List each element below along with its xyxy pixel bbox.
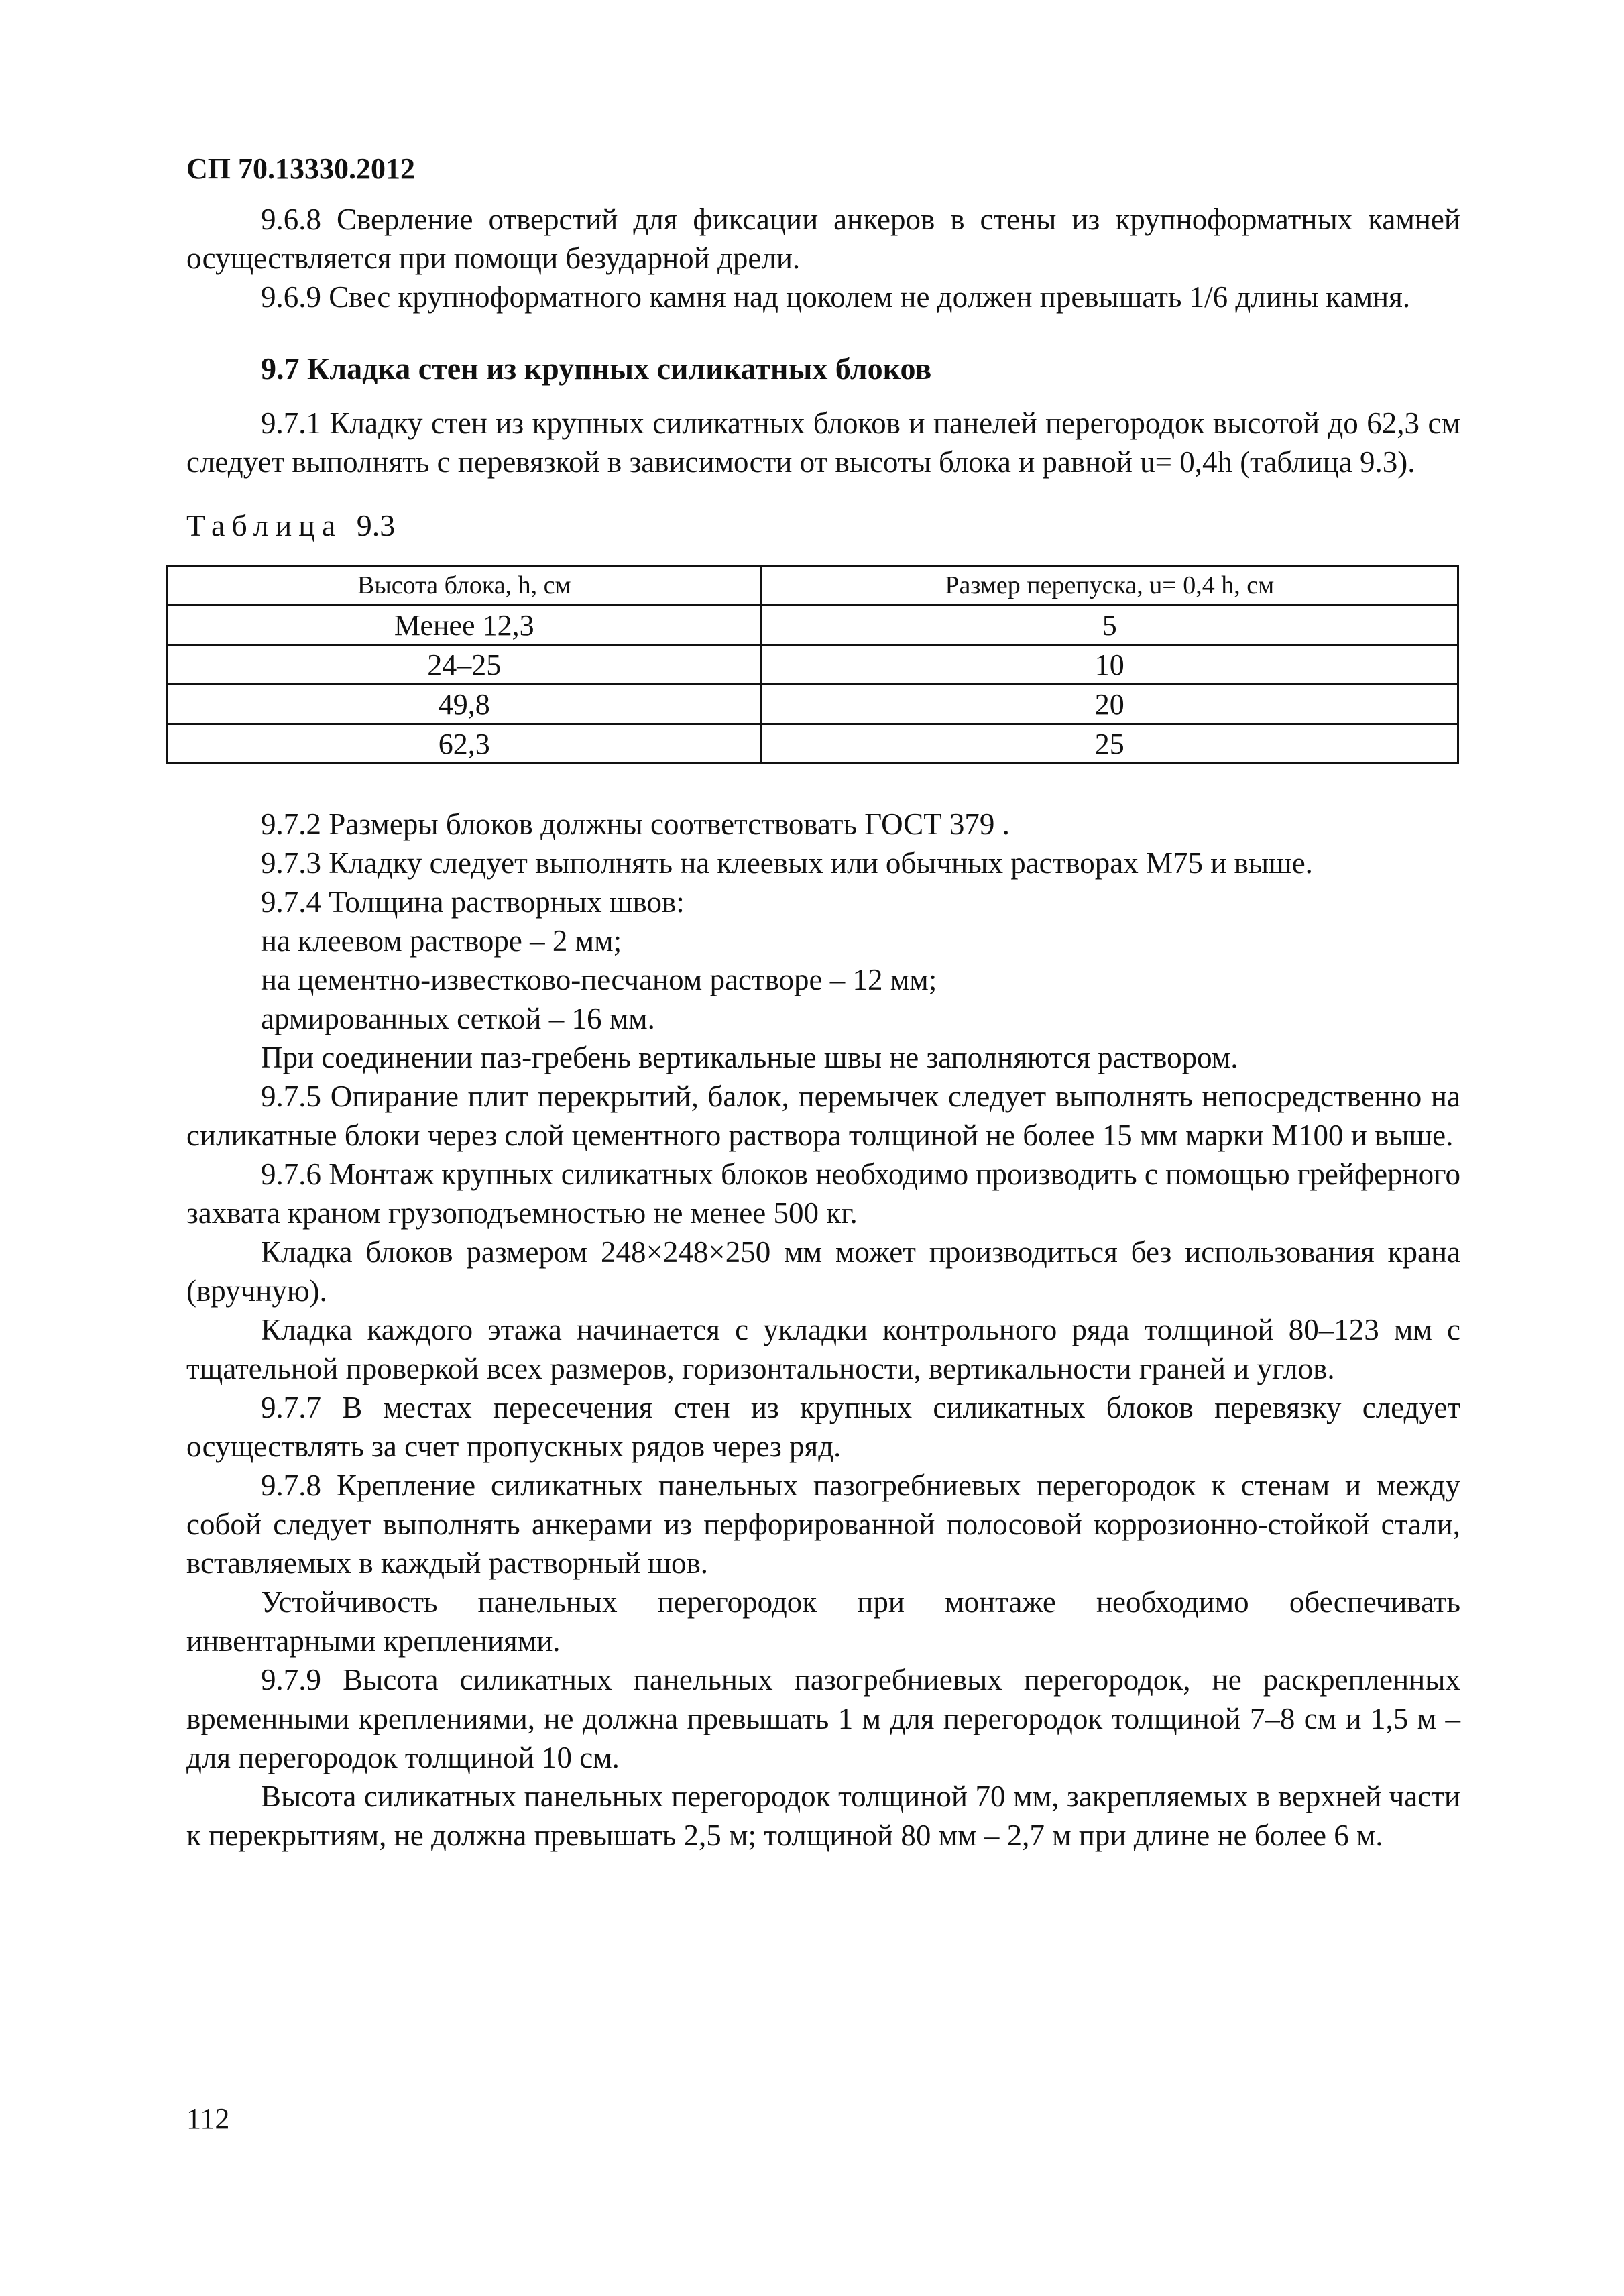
block-overlap-table (166, 565, 1459, 764)
paragraph: 9.7.8 Крепление силикатных панельных пазогребниевых перегородок к стенам и между собой следует выполнять анкерами из перфорированной полосовой коррозионно-стойкой стали, вставляемых в каждый растворный шов. (186, 1469, 1460, 1580)
paragraph: на клеевом растворе – 2 мм; (261, 924, 622, 958)
document-code-header: СП 70.13330.2012 (186, 152, 415, 185)
table-row (168, 685, 1458, 724)
page-number: 112 (186, 2102, 230, 2135)
paragraph: 9.7.2 Размеры блоков должны соответствовать ГОСТ 379 . (261, 807, 1010, 841)
table-row (168, 606, 1458, 645)
table-cell-height: 49,8 (168, 685, 762, 724)
paragraph: армированных сеткой – 16 мм. (261, 1002, 655, 1035)
table-caption-word: Таблица (186, 508, 343, 542)
table-header-overlap-size: Размер перепуска, u= 0,4 h, см (761, 566, 1458, 606)
paragraph: При соединении паз-гребень вертикальные швы не заполняются раствором. (261, 1041, 1238, 1074)
table-cell-height: Менее 12,3 (168, 606, 762, 645)
section-title: 9.7 Кладка стен из крупных силикатных блоков (261, 351, 932, 386)
paragraph: 9.7.4 Толщина растворных швов: (261, 885, 685, 919)
table-cell-overlap: 5 (761, 606, 1458, 645)
paragraph: 9.7.3 Кладку следует выполнять на клеевых или обычных растворах М75 и выше. (261, 846, 1313, 880)
paragraph: Кладка блоков размером 248×248×250 мм может производиться без использования крана (вручную). (186, 1235, 1460, 1308)
paragraphs-before (186, 200, 1460, 317)
table-row (168, 645, 1458, 685)
table-cell-height: 24–25 (168, 645, 762, 685)
paragraph-9-6-8: 9.6.8 Сверление отверстий для фиксации анкеров в стены из крупноформатных камней осуществляется при помощи безударной дрели. (186, 203, 1460, 275)
table-cell-overlap: 20 (761, 685, 1458, 724)
paragraph: 9.7.7 В местах пересечения стен из крупных силикатных блоков перевязку следует осуществлять за счет пропускных рядов через ряд. (186, 1391, 1460, 1463)
paragraph: 9.7.5 Опирание плит перекрытий, балок, перемычек следует выполнять непосредственно на силикатные блоки через слой цементного раствора толщиной не более 15 мм марки М100 и выше. (186, 1080, 1460, 1152)
table-header-row (168, 566, 1458, 606)
paragraph: 9.7.9 Высота силикатных панельных пазогребниевых перегородок, не раскрепленных временными креплениями, не должна превышать 1 м для перегородок толщиной 7–8 см и 1,5 м – для перегородок толщиной 10 см. (186, 1663, 1460, 1774)
document-page (186, 149, 1460, 1855)
paragraph-9-6-9: 9.6.9 Свес крупноформатного камня над цоколем не должен превышать 1/6 длины камня. (261, 280, 1411, 314)
paragraph: Высота силикатных панельных перегородок толщиной 70 мм, закрепляемых в верхней части к перекрытиям, не должна превышать 2,5 м; толщиной 80 мм – 2,7 м при длине не более 6 м. (186, 1780, 1460, 1852)
table-cell-height: 62,3 (168, 724, 762, 764)
paragraph: 9.7.6 Монтаж крупных силикатных блоков необходимо производить с помощью грейферного захвата краном грузоподъемностью не менее 500 кг. (186, 1157, 1460, 1230)
paragraphs-after (186, 805, 1460, 1855)
table-row (168, 724, 1458, 764)
paragraph: Кладка каждого этажа начинается с укладки контрольного ряда толщиной 80–123 мм с тщательной проверкой всех размеров, горизонтальности, вертикальности граней и углов. (186, 1313, 1460, 1385)
table-caption (186, 506, 1460, 546)
table-header-block-height: Высота блока, h, см (168, 566, 762, 606)
paragraph: Устойчивость панельных перегородок при монтаже необходимо обеспечивать инвентарными креплениями. (186, 1585, 1460, 1658)
paragraph: на цементно-известково-песчаном растворе – 12 мм; (261, 963, 937, 996)
paragraph-9-7-1: 9.7.1 Кладку стен из крупных силикатных блоков и панелей перегородок высотой до 62,3 см следует выполнять с перевязкой в зависимости от высоты блока и равной u= 0,4h (таблица 9.3). (186, 406, 1460, 479)
table-cell-overlap: 10 (761, 645, 1458, 685)
table-cell-overlap: 25 (761, 724, 1458, 764)
table-caption-number: 9.3 (356, 508, 396, 542)
